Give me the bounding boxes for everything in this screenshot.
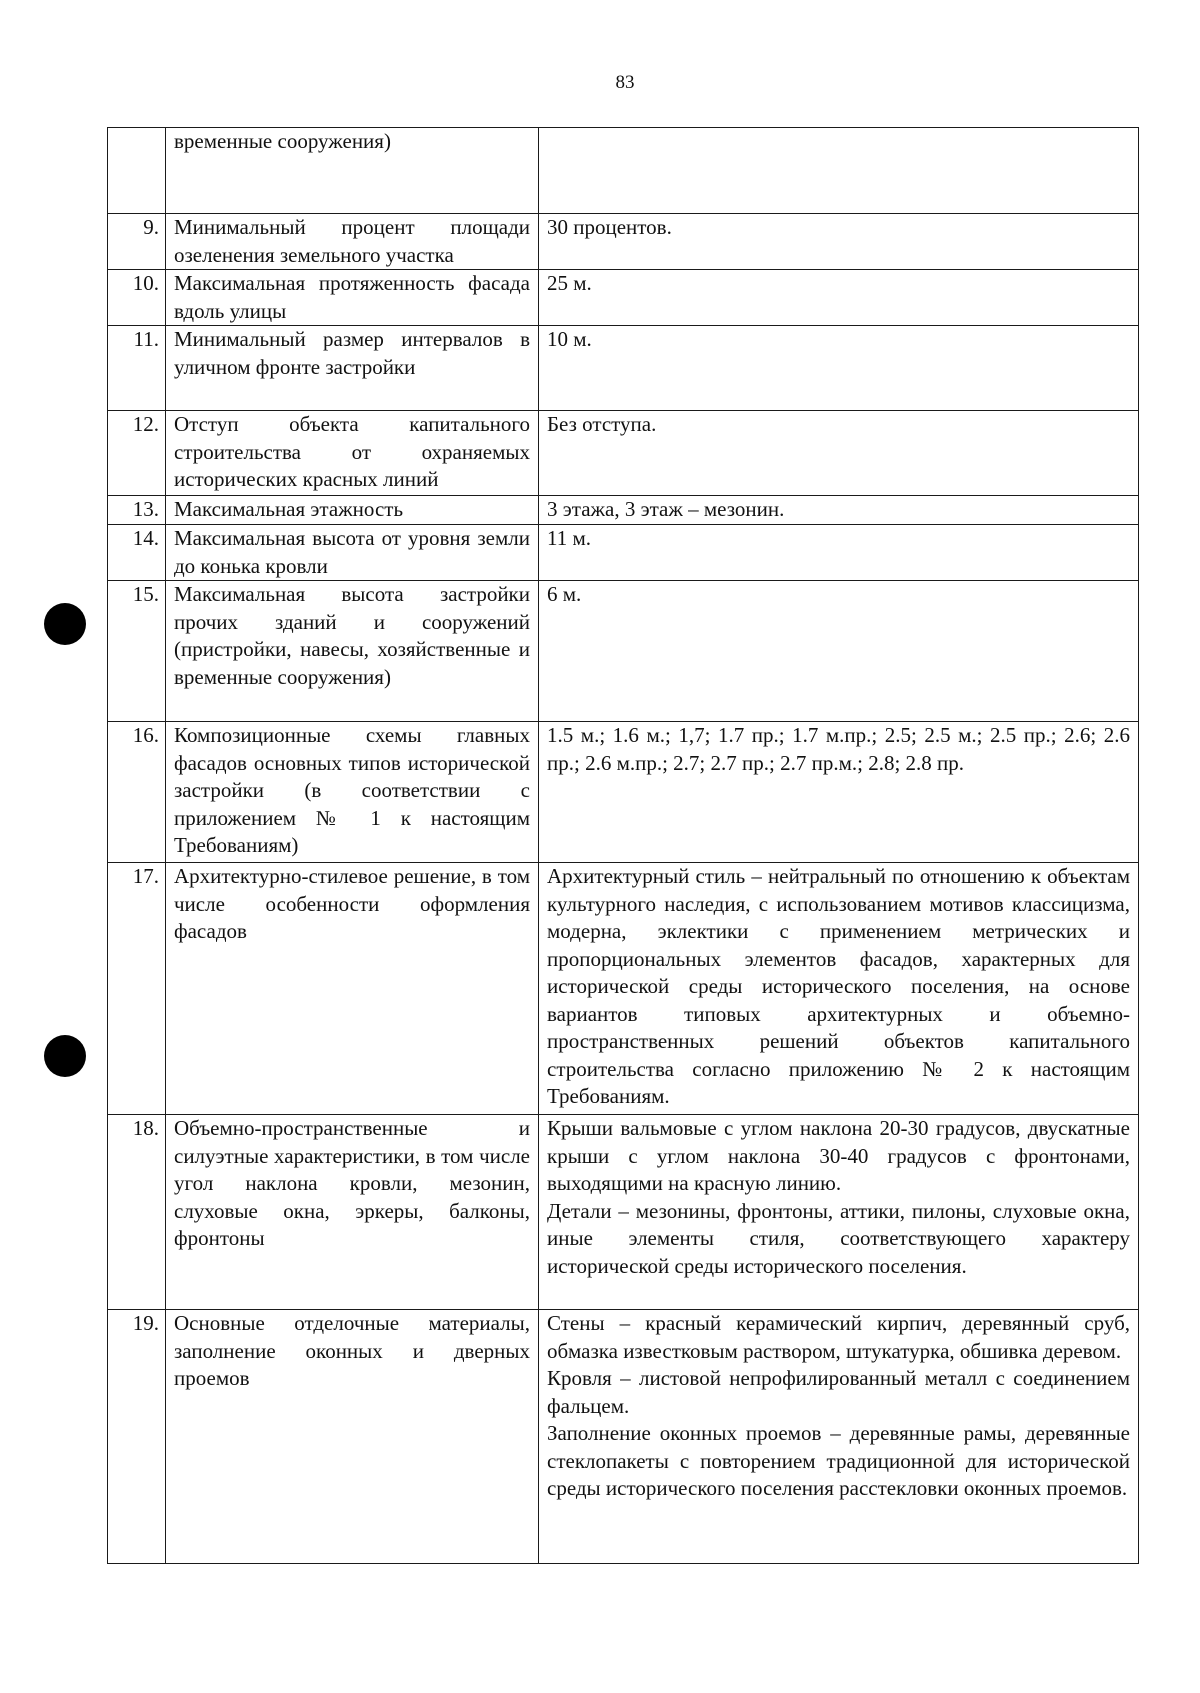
row-number: 13.	[108, 496, 166, 525]
row-value	[539, 411, 1139, 496]
row-value-paragraph: 6 м.	[547, 582, 582, 606]
row-parameter: Объемно-пространственные и силуэтные характеристики, в том числе угол наклона кровли, мезонин, слуховые окна, эркеры, балконы, фронтоны	[166, 1115, 539, 1310]
row-parameter: Минимальный процент площади озеленения земельного участка	[166, 214, 539, 270]
row-number: 17.	[108, 863, 166, 1115]
row-value-paragraph: 1.5 м.; 1.6 м.; 1,7; 1.7 пр.; 1.7 м.пр.; 2.5; 2.5 м.; 2.5 пр.; 2.6; 2.6 пр.; 2.6 м.пр.; 2.7; 2.7 пр.; 2.7 пр.м.; 2.8; 2.8 пр.	[547, 723, 1130, 775]
row-value	[539, 525, 1139, 581]
row-value-paragraph: Кровля – листовой непрофилированный металл с соединением фальцем.	[547, 1366, 1130, 1418]
row-parameter: Архитектурно-стилевое решение, в том числе особенности оформления фасадов	[166, 863, 539, 1115]
row-value-paragraph: 25 м.	[547, 271, 592, 295]
punch-hole-mark	[44, 603, 86, 645]
row-value	[539, 128, 1139, 214]
row-value-paragraph: 10 м.	[547, 327, 592, 351]
table-row	[108, 326, 1139, 411]
punch-hole-mark	[44, 1035, 86, 1077]
row-value-paragraph: Крыши вальмовые с углом наклона 20-30 градусов, двускатные крыши с углом наклона 30-40 градусов с фронтонами, выходящими на красную линию.	[547, 1116, 1130, 1195]
row-number: 18.	[108, 1115, 166, 1310]
table-row	[108, 1310, 1139, 1564]
row-parameter: Максимальная высота застройки прочих зданий и сооружений (пристройки, навесы, хозяйственные и временные сооружения)	[166, 581, 539, 722]
row-parameter: временные сооружения)	[166, 128, 539, 214]
row-value-paragraph: Стены – красный керамический кирпич, деревянный сруб, обмазка известковым раствором, штукатурка, обшивка деревом.	[547, 1311, 1130, 1363]
row-value-paragraph: Архитектурный стиль – нейтральный по отношению к объектам культурного наследия, с использованием мотивов классицизма, модерна, эклектики с применением метрических и пропорциональных элементов фасадов, характерных для исторической среды исторического поселения, на основе вариантов типовых архитектурных и объемно-пространственных решений объектов капитального строительства согласно приложению № 2 к настоящим Требованиям.	[547, 864, 1130, 1108]
table-row	[108, 722, 1139, 863]
table-row	[108, 863, 1139, 1115]
row-parameter: Максимальная протяженность фасада вдоль улицы	[166, 270, 539, 326]
row-parameter: Отступ объекта капитального строительства от охраняемых исторических красных линий	[166, 411, 539, 496]
table-row	[108, 411, 1139, 496]
row-value	[539, 496, 1139, 525]
table-row	[108, 525, 1139, 581]
row-value-paragraph: 11 м.	[547, 526, 592, 550]
table-row	[108, 128, 1139, 214]
row-value-paragraph: Заполнение оконных проемов – деревянные рамы, деревянные стеклопакеты с повторением традиционной для исторической среды исторического поселения расстекловки оконных проемов.	[547, 1421, 1130, 1500]
table-row	[108, 496, 1139, 525]
row-value	[539, 1310, 1139, 1564]
row-value-paragraph: Без отступа.	[547, 412, 657, 436]
row-value	[539, 722, 1139, 863]
row-parameter: Максимальная этажность	[166, 496, 539, 525]
row-parameter: Композиционные схемы главных фасадов основных типов исторической застройки (в соответствии с приложением № 1 к настоящим Требованиям)	[166, 722, 539, 863]
row-value-paragraph: 3 этажа, 3 этаж – мезонин.	[547, 497, 785, 521]
row-number: 12.	[108, 411, 166, 496]
row-number: 16.	[108, 722, 166, 863]
table-row	[108, 270, 1139, 326]
row-parameter: Минимальный размер интервалов в уличном фронте застройки	[166, 326, 539, 411]
row-value	[539, 1115, 1139, 1310]
page-number: 83	[615, 72, 635, 93]
row-value-paragraph: 30 процентов.	[547, 215, 672, 239]
row-value	[539, 270, 1139, 326]
table-row	[108, 1115, 1139, 1310]
row-value	[539, 326, 1139, 411]
row-value-paragraph: Детали – мезонины, фронтоны, аттики, пилоны, слуховые окна, иные элементы стиля, соответствующего характеру исторической среды исторического поселения.	[547, 1198, 1130, 1278]
row-value	[539, 863, 1139, 1115]
row-number: 19.	[108, 1310, 166, 1564]
row-parameter: Максимальная высота от уровня земли до конька кровли	[166, 525, 539, 581]
row-number: 14.	[108, 525, 166, 581]
row-number: 9.	[108, 214, 166, 270]
requirements-table	[107, 127, 1139, 1564]
table-row	[108, 214, 1139, 270]
row-value	[539, 581, 1139, 722]
row-number: 15.	[108, 581, 166, 722]
table-row	[108, 581, 1139, 722]
row-number: 10.	[108, 270, 166, 326]
row-parameter: Основные отделочные материалы, заполнение оконных и дверных проемов	[166, 1310, 539, 1564]
row-value	[539, 214, 1139, 270]
row-number	[108, 128, 166, 214]
row-number: 11.	[108, 326, 166, 411]
